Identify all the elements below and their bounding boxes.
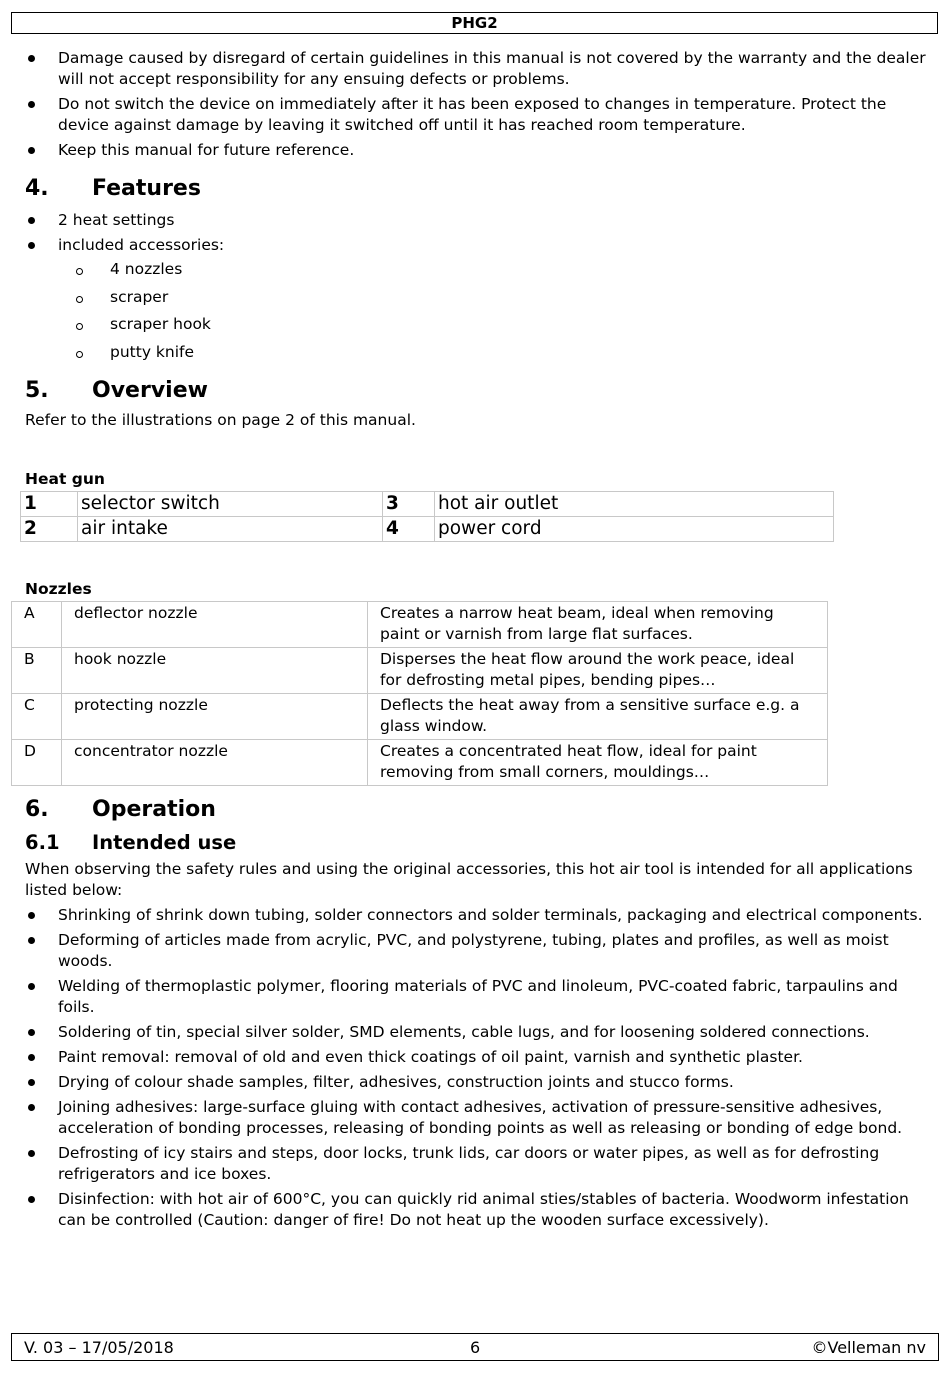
overview-text: Refer to the illustrations on page 2 of this manual. [25,411,416,429]
nozzle-description: Creates a narrow heat beam, ideal when removing paint or varnish from large flat surfaces. [368,602,828,648]
part-number: 3 [383,492,435,517]
list-item: Soldering of tin, special silver solder, SMD elements, cable lugs, and for loosening soldered connections. [0,1022,928,1043]
page-header: PHG2 [11,12,938,34]
section-number: 5. [25,378,49,403]
footer-page-number: 6 [470,1338,481,1357]
nozzles-table [11,601,828,786]
applications-bullet-list [0,905,928,1235]
nozzle-description: Disperses the heat flow around the work peace, ideal for defrosting metal pipes, bending pipes… [368,648,828,694]
subsection-title: Intended use [92,831,237,854]
list-item: Damage caused by disregard of certain guidelines in this manual is not covered by the warranty and the dealer will not accept responsibility for any ensuing defects or problems. [0,48,928,90]
list-item: Disinfection: with hot air of 600°C, you can quickly rid animal sties/stables of bacteria. Woodworm infestation can be controlled (Caution: danger of fire! Do not heat up the wooden surface excessively). [0,1189,928,1231]
section-title: Features [92,176,201,201]
list-item: Keep this manual for future reference. [0,140,928,161]
nozzle-id: C [12,694,62,740]
part-label: air intake [78,517,383,542]
part-label: power cord [435,517,834,542]
list-item: 4 nozzles [0,259,211,287]
section-heading-operation [25,797,216,823]
features-bullet-list [0,210,928,260]
table-row [12,740,828,786]
table-row [12,694,828,740]
accessories-list [0,259,211,369]
nozzle-id: B [12,648,62,694]
footer-version: V. 03 – 17/05/2018 [24,1338,174,1357]
list-item: Paint removal: removal of old and even thick coatings of oil paint, varnish and synthetic plaster. [0,1047,928,1068]
list-item: Deforming of articles made from acrylic, PVC, and polystyrene, tubing, plates and profiles, as well as moist woods. [0,930,928,972]
subsection-heading-intended-use [25,831,236,855]
nozzle-name: deflector nozzle [62,602,368,648]
nozzle-name: protecting nozzle [62,694,368,740]
intended-use-text: When observing the safety rules and using the original accessories, this hot air tool is intended for all applications listed below: [25,860,913,899]
section-number: 6. [25,797,49,822]
nozzle-description: Deflects the heat away from a sensitive surface e.g. a glass window. [368,694,828,740]
page-footer [11,1333,939,1361]
table-row [12,602,828,648]
part-number: 2 [21,517,78,542]
footer-copyright: ©Velleman nv [811,1338,926,1357]
list-item: included accessories: [0,235,928,256]
part-label: hot air outlet [435,492,834,517]
list-item: Drying of colour shade samples, filter, adhesives, construction joints and stucco forms. [0,1072,928,1093]
list-item: scraper hook [0,314,211,342]
list-item: Welding of thermoplastic polymer, flooring materials of PVC and linoleum, PVC-coated fabric, tarpaulins and foils. [0,976,928,1018]
nozzle-name: hook nozzle [62,648,368,694]
list-item: Shrinking of shrink down tubing, solder connectors and solder terminals, packaging and electrical components. [0,905,928,926]
list-item: Defrosting of icy stairs and steps, door locks, trunk lids, car doors or water pipes, as well as for defrosting refrigerators and ice boxes. [0,1143,928,1185]
heat-gun-caption: Heat gun [25,470,105,488]
table-row [21,517,834,542]
part-number: 4 [383,517,435,542]
part-label: selector switch [78,492,383,517]
list-item: scraper [0,287,211,315]
subsection-number: 6.1 [25,831,60,854]
table-row [12,648,828,694]
section-number: 4. [25,176,49,201]
part-number: 1 [21,492,78,517]
list-item: Joining adhesives: large-surface gluing with contact adhesives, activation of pressure-sensitive adhesives, acceleration of bonding processes, releasing of bonding points as well as releasing or bonding of edge bond. [0,1097,928,1139]
section-title: Operation [92,797,216,822]
nozzle-name: concentrator nozzle [62,740,368,786]
intro-bullet-list [0,48,928,165]
list-item: 2 heat settings [0,210,928,231]
nozzle-description: Creates a concentrated heat flow, ideal for paint removing from small corners, mouldings… [368,740,828,786]
nozzles-caption: Nozzles [25,580,92,598]
heat-gun-parts-table [20,491,834,542]
section-title: Overview [92,378,208,403]
list-item: putty knife [0,342,211,370]
section-heading-overview [25,378,208,404]
nozzle-id: D [12,740,62,786]
section-heading-features [25,176,201,202]
list-item: Do not switch the device on immediately after it has been exposed to changes in temperature. Protect the device against damage by leaving it switched off until it has reached room temperature. [0,94,928,136]
nozzle-id: A [12,602,62,648]
table-row [21,492,834,517]
